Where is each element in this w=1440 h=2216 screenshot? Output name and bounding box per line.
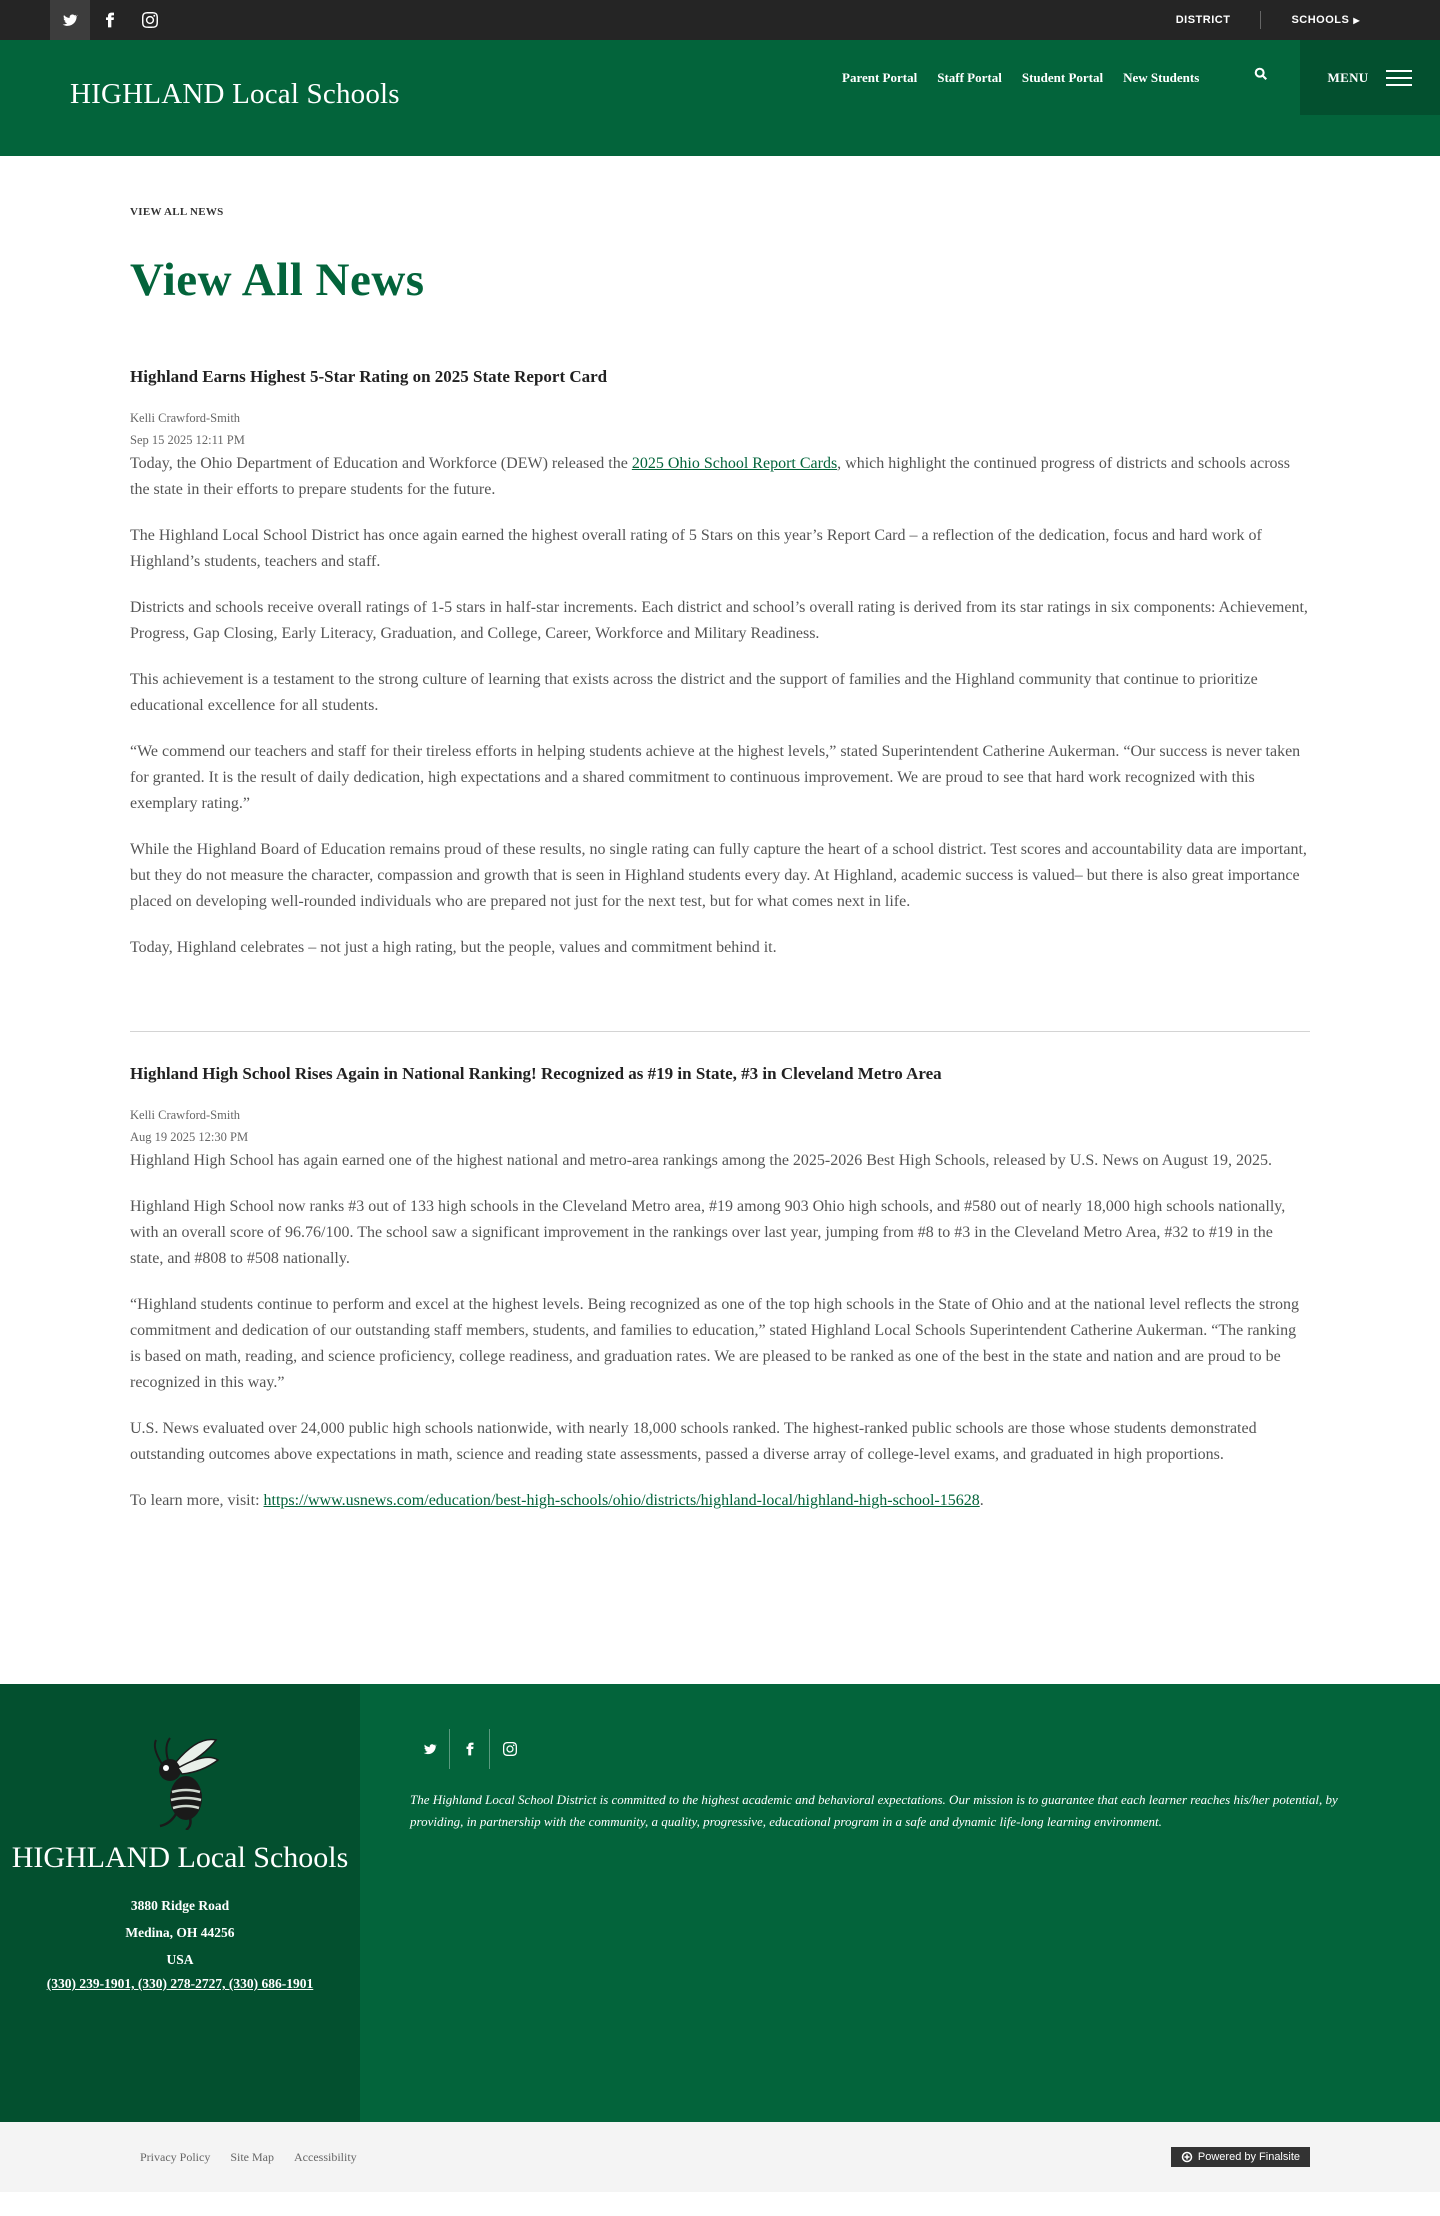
powered-by-badge[interactable]: [1171, 2147, 1310, 2167]
breadcrumb[interactable]: VIEW ALL NEWS: [130, 206, 224, 218]
nav-staff-portal[interactable]: Staff Portal: [937, 70, 1002, 85]
top-links: [1146, 0, 1440, 40]
utility-bar: [0, 0, 1440, 40]
nav-parent-portal[interactable]: Parent Portal: [842, 70, 918, 85]
page-title: View All News: [130, 254, 425, 306]
article-paragraph: U.S. News evaluated over 24,000 public high schools nationwide, with nearly 18,000 schools ranked. The highest-ranked public schools are those whose students demonstrated outstanding outcomes above expectations in math, science and reading state assessments, passed a diverse array of college-level exams, and graduated in high proportions.: [130, 1420, 1257, 1463]
article-paragraph: While the Highland Board of Education remains proud of these results, no single rating can fully capture the heart of a school district. Test scores and accountability data are important, but they do not measure the character, compassion and growth that is seen in Highland students every day. At Highland, academic success is valued– but there is also great importance placed on developing well-rounded individuals who are prepared not just for the next test, but for what comes next in life.: [130, 841, 1307, 910]
district-link[interactable]: DISTRICT: [1175, 14, 1231, 26]
article-title[interactable]: Highland High School Rises Again in National Ranking! Recognized as #19 in State, #3 in Cleveland Metro Area: [130, 1064, 942, 1083]
address-street: 3880 Ridge Road: [130, 1898, 230, 1913]
article-paragraph: Highland High School now ranks #3 out of 133 high schools in the Cleveland Metro area, #19 among 903 Ohio high schools, and #580 out of nearly 18,000 high schools nationally, with an overall score of 96.76/100. The school saw a significant improvement in the rankings over last year, jumping from #8 to #3 in the Cleveland Metro Area, #32 to #19 in the state, and #808 to #508 nationally.: [130, 1198, 1286, 1267]
article-paragraph: [130, 451, 1310, 503]
news-article: [130, 367, 1310, 1031]
twitter-icon[interactable]: [410, 1729, 450, 1769]
schools-label: SCHOOLS: [1291, 14, 1350, 26]
news-article: [130, 1031, 1310, 1584]
article-paragraph: The Highland Local School District has once again earned the highest overall rating of 5 Stars on this year’s Report Card – a reflection of the dedication, focus and hard work of Highland’s students, teachers and staff.: [130, 527, 1262, 570]
search-icon[interactable]: [1254, 67, 1276, 89]
site-logo[interactable]: HIGHLAND Local Schools: [70, 78, 400, 110]
article-date: Aug 19 2025 12:30 PM: [130, 1130, 249, 1144]
article-title[interactable]: Highland Earns Highest 5-Star Rating on 2025 State Report Card: [130, 367, 608, 386]
instagram-icon[interactable]: [130, 0, 170, 40]
report-card-link[interactable]: 2025 Ohio School Report Cards: [631, 455, 838, 472]
nav-new-students[interactable]: New Students: [1123, 70, 1200, 85]
instagram-icon[interactable]: [490, 1729, 530, 1769]
address-country: USA: [166, 1952, 194, 1967]
accessibility-link[interactable]: Accessibility: [294, 2149, 357, 2164]
footer-site-name: HIGHLAND Local Schools: [11, 1841, 349, 1874]
article-paragraph: [130, 1488, 1310, 1514]
privacy-policy-link[interactable]: Privacy Policy: [140, 2149, 211, 2164]
legal-links: [140, 2150, 357, 2165]
hornet-mascot-icon: [140, 1734, 220, 1830]
menu-button[interactable]: [1300, 40, 1440, 115]
caret-right-icon: ▶: [1353, 16, 1360, 25]
article-author: Kelli Crawford-Smith: [130, 411, 241, 425]
article-paragraph: Highland High School has again earned one of the highest national and metro-area rankings among the 2025-2026 Best High Schools, released by U.S. News on August 19, 2025.: [130, 1152, 1272, 1169]
footer-info: [360, 1684, 1440, 2122]
paragraph-text: , which highlight the continued progress of districts and schools across the state in their efforts to prepare students for the future.: [130, 455, 1290, 498]
footer-contact: [0, 1684, 360, 2122]
hamburger-icon: [1386, 70, 1412, 86]
portal-nav: [842, 70, 1199, 86]
schools-dropdown[interactable]: [1261, 14, 1390, 26]
article-date: Sep 15 2025 12:11 PM: [130, 433, 245, 447]
paragraph-text: .: [979, 1492, 984, 1509]
phone-links[interactable]: (330) 239-1901, (330) 278-2727, (330) 686-1901: [46, 1976, 314, 1991]
paragraph-text: Today, the Ohio Department of Education and Workforce (DEW) released the: [130, 455, 632, 472]
mission-statement: The Highland Local School District is committed to the highest academic and behavioral expectations. Our mission is to guarantee that each learner reaches his/her potential, by providing, in partnership with the community, a quality, progressive, educational program in a safe and dynamic life-long learning environment.: [410, 1792, 1338, 1829]
article-body: [130, 1148, 1310, 1514]
address-city: Medina, OH 44256: [125, 1925, 235, 1940]
social-links: [50, 0, 170, 40]
twitter-icon[interactable]: [50, 0, 90, 40]
bottom-bar: [0, 2122, 1440, 2192]
article-paragraph: “Highland students continue to perform and excel at the highest levels. Being recognized as one of the top high schools in the State of Ohio and at the national level reflects the strong commitment and dedication of our outstanding staff members, students, and families to education,” stated Highland Local Schools Superintendent Catherine Aukerman. “The ranking is based on math, reading, and science proficiency, college readiness, and graduation rates. We are pleased to be ranked as one of the best in the state and nation and are proud to be recognized in this way.”: [130, 1296, 1300, 1391]
footer-social-links: [410, 1729, 1390, 1769]
article-paragraph: Today, Highland celebrates – not just a high rating, but the people, values and commitment behind it.: [130, 939, 777, 956]
nav-student-portal[interactable]: Student Portal: [1021, 70, 1104, 85]
article-paragraph: Districts and schools receive overall ratings of 1-5 stars in half-star increments. Each district and school’s overall rating is derived from its star ratings in six components: Achievement, Progress, Gap Closing, Early Literacy, Graduation, and College, Career, Workforce and Military Readiness.: [130, 599, 1308, 642]
article-paragraph: This achievement is a testament to the strong culture of learning that exists across the district and the support of families and the Highland community that continue to prioritize educational excellence for all students.: [130, 671, 1258, 714]
powered-by-text: Powered by Finalsite: [1197, 2151, 1300, 2163]
site-footer: [0, 1684, 1440, 2122]
facebook-icon[interactable]: [90, 0, 130, 40]
site-header: [0, 40, 1440, 156]
site-map-link[interactable]: Site Map: [230, 2149, 274, 2164]
facebook-icon[interactable]: [450, 1729, 490, 1769]
article-author: Kelli Crawford-Smith: [130, 1108, 241, 1122]
article-body: [130, 451, 1310, 961]
usnews-link[interactable]: https://www.usnews.com/education/best-high-schools/ohio/districts/highland-local/highland-high-school-15628: [263, 1492, 980, 1509]
menu-label: MENU: [1327, 69, 1369, 85]
finalsite-icon: [1181, 2151, 1193, 2163]
paragraph-text: To learn more, visit:: [130, 1492, 264, 1509]
main-content: [0, 156, 1440, 1584]
article-paragraph: “We commend our teachers and staff for their tireless efforts in helping students achieve at the highest levels,” stated Superintendent Catherine Aukerman. “Our success is never taken for granted. It is the result of daily dedication, high expectations and a shared commitment to continuous improvement. We are proud to see that hard work recognized with this exemplary rating.”: [130, 743, 1301, 812]
